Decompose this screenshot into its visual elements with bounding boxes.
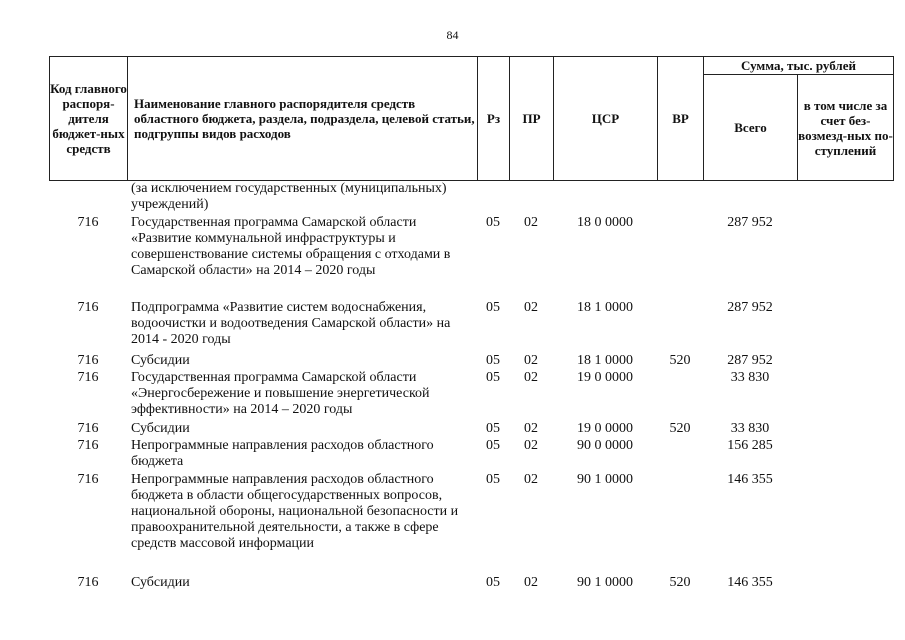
- row-csr: 90 1 0000: [577, 472, 633, 487]
- row-vr: 520: [669, 421, 691, 436]
- row-total: 146 355: [727, 472, 773, 487]
- row-code: 716: [77, 353, 99, 368]
- row-csr: 18 0 0000: [577, 215, 633, 230]
- row-pr: 02: [524, 370, 538, 385]
- row-rz: 05: [486, 438, 500, 453]
- table-row: [49, 215, 893, 300]
- row-rz: 05: [486, 353, 500, 368]
- row-name: Непрограммные направления расходов областного бюджета: [131, 438, 434, 469]
- row-name: Государственная программа Самарской области «Развитие коммунальной инфраструктуры и совершенствование системы обращения с отходами в Самарской области» на 2014 – 2020 годы: [131, 215, 451, 278]
- table-row: [49, 438, 893, 472]
- row-rz: 05: [486, 575, 500, 590]
- header-subsidy: в том числе за счет без-возмезд-ных по-ступлений: [798, 75, 894, 181]
- row-pr: 02: [524, 575, 538, 590]
- row-vr: 520: [669, 575, 691, 590]
- row-rz: 05: [486, 370, 500, 385]
- row-pr: 02: [524, 215, 538, 230]
- row-csr: 18 1 0000: [577, 353, 633, 368]
- row-total: 287 952: [727, 300, 773, 315]
- row-total: 33 830: [730, 370, 770, 385]
- row-code: 716: [77, 215, 99, 230]
- row-total: 33 830: [730, 421, 770, 436]
- row-pr: 02: [524, 300, 538, 315]
- row-rz: 05: [486, 421, 500, 436]
- header-sum: Сумма, тыс. рублей: [704, 57, 894, 75]
- row-csr: 19 0 0000: [577, 370, 633, 385]
- row-code: 716: [77, 370, 99, 385]
- row-name: Субсидии: [131, 421, 190, 436]
- row-csr: 90 1 0000: [577, 575, 633, 590]
- row-name: Государственная программа Самарской области «Энергосбережение и повышение энергетической эффективности» на 2014 – 2020 годы: [131, 370, 430, 417]
- row-rz: 05: [486, 215, 500, 230]
- page-number: 84: [446, 28, 459, 42]
- row-code: 716: [77, 575, 99, 590]
- row-pr: 02: [524, 421, 538, 436]
- table-row: [49, 472, 893, 575]
- row-pr: 02: [524, 472, 538, 487]
- table-row: [49, 353, 893, 370]
- row-code: 716: [77, 421, 99, 436]
- row-code: 716: [77, 300, 99, 315]
- header-name: Наименование главного распорядителя средств областного бюджета, раздела, подраздела, целевой статьи, подгруппы видов расходов: [128, 57, 478, 181]
- table-row: [49, 421, 893, 438]
- header-code: Код главного распоря-дителя бюджет-ных средств: [50, 57, 128, 181]
- row-pr: 02: [524, 438, 538, 453]
- row-rz: 05: [486, 300, 500, 315]
- table-body: [49, 181, 893, 592]
- header-csr: ЦСР: [554, 57, 658, 181]
- table-row: [49, 575, 893, 592]
- header-rz: Рз: [478, 57, 510, 181]
- row-name: Субсидии: [131, 575, 190, 590]
- row-csr: 19 0 0000: [577, 421, 633, 436]
- row-name: (за исключением государственных (муниципальных) учреждений): [131, 181, 447, 212]
- row-total: 156 285: [727, 438, 773, 453]
- table-row: [49, 370, 893, 421]
- row-code: 716: [77, 472, 99, 487]
- row-name: Подпрограмма «Развитие систем водоснабжения, водоочистки и водоотведения Самарской области» на 2014 - 2020 годы: [131, 300, 451, 347]
- header-pr: ПР: [510, 57, 554, 181]
- table-row: [49, 300, 893, 353]
- row-total: 146 355: [727, 575, 773, 590]
- row-total: 287 952: [727, 353, 773, 368]
- row-rz: 05: [486, 472, 500, 487]
- table-row: [49, 181, 893, 215]
- row-csr: 18 1 0000: [577, 300, 633, 315]
- header-total: Всего: [704, 75, 798, 181]
- table-header: [49, 56, 894, 181]
- row-name: Субсидии: [131, 353, 190, 368]
- row-pr: 02: [524, 353, 538, 368]
- row-vr: 520: [669, 353, 691, 368]
- row-code: 716: [77, 438, 99, 453]
- header-vr: ВР: [658, 57, 704, 181]
- row-name: Непрограммные направления расходов областного бюджета в области общегосударственных вопросов, национальной обороны, национальной безопасности и правоохранительной деятельности, а также в сфере средств массовой информации: [131, 472, 459, 551]
- row-csr: 90 0 0000: [577, 438, 633, 453]
- row-total: 287 952: [727, 215, 773, 230]
